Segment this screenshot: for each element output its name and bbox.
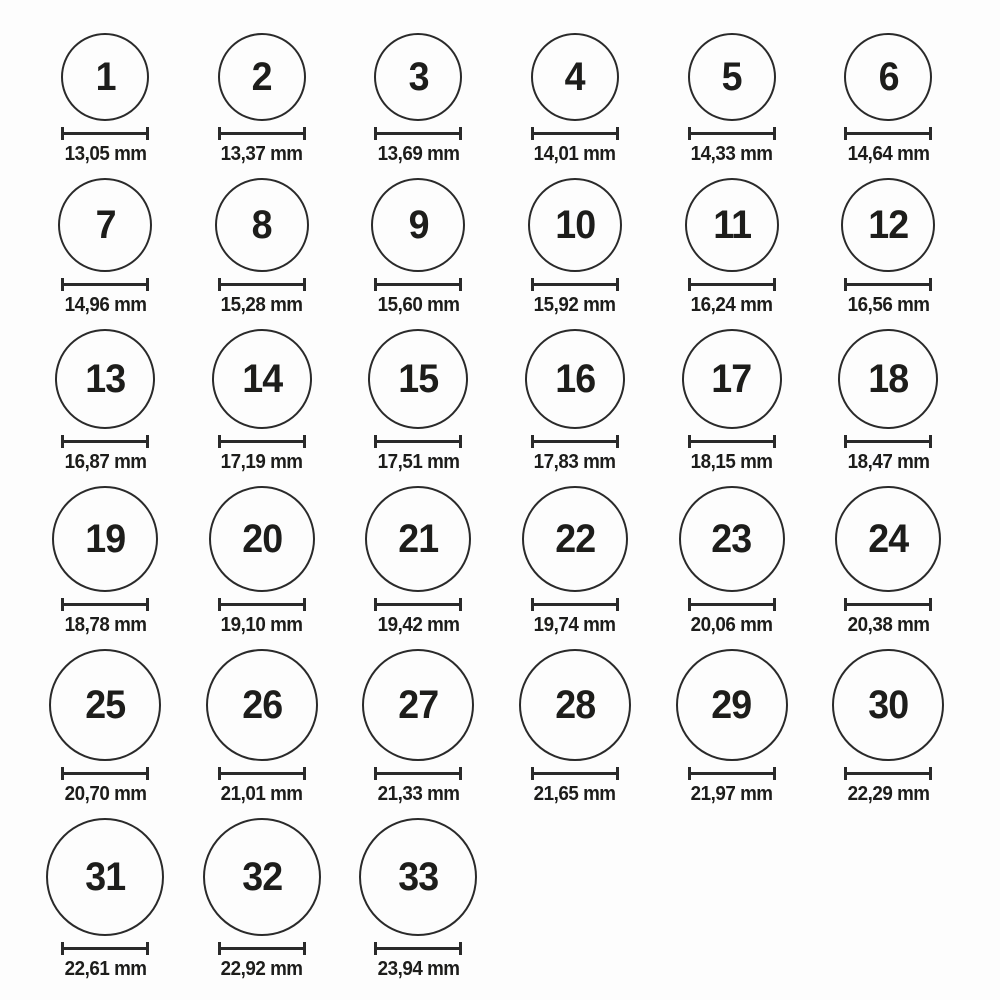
ring-size-cell [653, 486, 810, 637]
size-circle [522, 486, 628, 592]
diameter-measure-line [531, 278, 619, 291]
diameter-measure-line [844, 127, 932, 140]
size-number: 24 [868, 516, 909, 561]
diameter-label: 21,65 mm [534, 783, 617, 805]
diameter-measure-line [374, 767, 462, 780]
size-number: 2 [251, 54, 272, 99]
ring-size-cell [27, 329, 184, 474]
size-circle [685, 178, 779, 272]
diameter-measure-line [218, 127, 306, 140]
diameter-measure-line [218, 598, 306, 611]
ring-size-cell [340, 649, 497, 806]
size-number: 28 [555, 682, 596, 727]
diameter-measure-line [218, 942, 306, 955]
diameter-label: 20,70 mm [64, 783, 147, 805]
size-circle [832, 649, 944, 761]
diameter-label: 14,33 mm [690, 143, 773, 165]
size-number: 18 [868, 356, 909, 401]
diameter-measure-line [61, 435, 149, 448]
diameter-measure-line [374, 127, 462, 140]
diameter-measure-line [844, 767, 932, 780]
size-circle [215, 178, 309, 272]
ring-size-row [27, 649, 1000, 806]
diameter-label: 21,97 mm [690, 783, 773, 805]
ring-size-row [27, 486, 1000, 637]
ring-size-cell [27, 178, 184, 317]
diameter-label: 13,37 mm [220, 143, 303, 165]
diameter-measure-line [688, 278, 776, 291]
size-number: 11 [712, 202, 751, 247]
ring-size-cell [653, 329, 810, 474]
diameter-label: 14,64 mm [847, 143, 930, 165]
ring-size-cell [184, 486, 341, 637]
diameter-measure-line [61, 278, 149, 291]
diameter-label: 14,01 mm [534, 143, 617, 165]
ring-size-cell [184, 649, 341, 806]
diameter-measure-line [374, 598, 462, 611]
size-number: 31 [85, 854, 126, 899]
size-circle [212, 329, 312, 429]
diameter-measure-line [374, 278, 462, 291]
size-circle [203, 818, 321, 936]
size-number: 21 [398, 516, 439, 561]
ring-size-cell [810, 329, 967, 474]
diameter-measure-line [374, 942, 462, 955]
diameter-measure-line [844, 278, 932, 291]
ring-size-cell [653, 649, 810, 806]
size-number: 22 [555, 516, 596, 561]
size-circle [359, 818, 477, 936]
size-number: 3 [408, 54, 429, 99]
diameter-label: 18,47 mm [847, 451, 930, 473]
diameter-label: 22,92 mm [220, 958, 303, 980]
ring-size-cell [497, 649, 654, 806]
size-circle [218, 33, 306, 121]
size-number: 1 [95, 54, 116, 99]
size-number: 27 [398, 682, 439, 727]
diameter-measure-line [61, 767, 149, 780]
size-circle [206, 649, 318, 761]
size-number: 15 [398, 356, 439, 401]
size-number: 33 [398, 854, 439, 899]
ring-size-cell [497, 33, 654, 166]
ring-size-cell [810, 178, 967, 317]
diameter-label: 14,96 mm [64, 294, 147, 316]
diameter-label: 19,74 mm [534, 614, 617, 636]
size-circle [528, 178, 622, 272]
size-number: 13 [85, 356, 126, 401]
diameter-measure-line [61, 942, 149, 955]
size-circle [52, 486, 158, 592]
ring-size-cell [810, 649, 967, 806]
diameter-measure-line [61, 127, 149, 140]
diameter-label: 16,87 mm [64, 451, 147, 473]
ring-size-cell [653, 178, 810, 317]
size-number: 8 [251, 202, 272, 247]
ring-size-cell [497, 329, 654, 474]
size-circle [835, 486, 941, 592]
size-number: 25 [85, 682, 126, 727]
size-circle [61, 33, 149, 121]
diameter-label: 16,56 mm [847, 294, 930, 316]
ring-size-row [27, 178, 1000, 317]
size-circle [49, 649, 161, 761]
diameter-measure-line [531, 435, 619, 448]
diameter-measure-line [218, 278, 306, 291]
diameter-label: 18,15 mm [690, 451, 773, 473]
ring-size-cell [184, 178, 341, 317]
diameter-label: 15,28 mm [220, 294, 303, 316]
diameter-label: 23,94 mm [377, 958, 460, 980]
diameter-label: 18,78 mm [64, 614, 147, 636]
diameter-label: 20,38 mm [847, 614, 930, 636]
size-circle [841, 178, 935, 272]
diameter-label: 17,51 mm [377, 451, 460, 473]
ring-size-row [27, 33, 1000, 166]
diameter-label: 21,33 mm [377, 783, 460, 805]
ring-size-cell [184, 329, 341, 474]
size-circle [688, 33, 776, 121]
size-number: 32 [241, 854, 282, 899]
ring-size-cell [184, 33, 341, 166]
ring-size-row [27, 329, 1000, 474]
size-circle [368, 329, 468, 429]
size-number: 23 [711, 516, 752, 561]
size-number: 5 [721, 54, 742, 99]
ring-size-cell [27, 818, 184, 981]
diameter-measure-line [688, 767, 776, 780]
size-circle [362, 649, 474, 761]
size-number: 10 [555, 202, 596, 247]
ring-size-cell [653, 33, 810, 166]
diameter-measure-line [844, 598, 932, 611]
ring-size-cell [184, 818, 341, 981]
diameter-label: 15,60 mm [377, 294, 460, 316]
size-circle [682, 329, 782, 429]
ring-size-cell [340, 329, 497, 474]
size-number: 14 [241, 356, 282, 401]
size-number: 17 [711, 356, 752, 401]
ring-size-cell [340, 818, 497, 981]
size-number: 6 [878, 54, 899, 99]
size-circle [46, 818, 164, 936]
size-number: 12 [868, 202, 909, 247]
ring-size-row [27, 818, 1000, 981]
size-circle [838, 329, 938, 429]
diameter-label: 17,19 mm [220, 451, 303, 473]
diameter-measure-line [61, 598, 149, 611]
size-circle [844, 33, 932, 121]
ring-size-cell [27, 33, 184, 166]
size-number: 19 [85, 516, 126, 561]
size-circle [519, 649, 631, 761]
diameter-measure-line [844, 435, 932, 448]
ring-size-cell [27, 649, 184, 806]
size-circle [679, 486, 785, 592]
diameter-label: 19,42 mm [377, 614, 460, 636]
diameter-label: 13,69 mm [377, 143, 460, 165]
diameter-label: 16,24 mm [690, 294, 773, 316]
diameter-label: 20,06 mm [690, 614, 773, 636]
diameter-label: 22,29 mm [847, 783, 930, 805]
diameter-label: 17,83 mm [534, 451, 617, 473]
diameter-measure-line [531, 767, 619, 780]
size-number: 4 [565, 54, 586, 99]
diameter-label: 21,01 mm [220, 783, 303, 805]
diameter-measure-line [531, 598, 619, 611]
size-number: 29 [711, 682, 752, 727]
size-circle [374, 33, 462, 121]
size-number: 30 [868, 682, 909, 727]
size-circle [676, 649, 788, 761]
diameter-label: 15,92 mm [534, 294, 617, 316]
diameter-label: 13,05 mm [64, 143, 147, 165]
ring-size-cell [27, 486, 184, 637]
diameter-label: 19,10 mm [220, 614, 303, 636]
ring-size-cell [497, 486, 654, 637]
size-circle [531, 33, 619, 121]
ring-size-cell [340, 486, 497, 637]
size-number: 9 [408, 202, 429, 247]
diameter-measure-line [688, 127, 776, 140]
ring-size-cell [497, 178, 654, 317]
diameter-measure-line [688, 598, 776, 611]
size-circle [55, 329, 155, 429]
diameter-measure-line [531, 127, 619, 140]
diameter-measure-line [218, 435, 306, 448]
size-number: 16 [555, 356, 596, 401]
ring-size-cell [340, 33, 497, 166]
size-circle [365, 486, 471, 592]
diameter-measure-line [374, 435, 462, 448]
size-number: 26 [241, 682, 282, 727]
ring-size-cell [340, 178, 497, 317]
ring-size-cell [810, 33, 967, 166]
size-number: 7 [95, 202, 116, 247]
diameter-measure-line [688, 435, 776, 448]
size-circle [209, 486, 315, 592]
diameter-measure-line [218, 767, 306, 780]
size-circle [371, 178, 465, 272]
ring-size-cell [810, 486, 967, 637]
size-number: 20 [241, 516, 282, 561]
diameter-label: 22,61 mm [64, 958, 147, 980]
size-circle [525, 329, 625, 429]
size-circle [58, 178, 152, 272]
